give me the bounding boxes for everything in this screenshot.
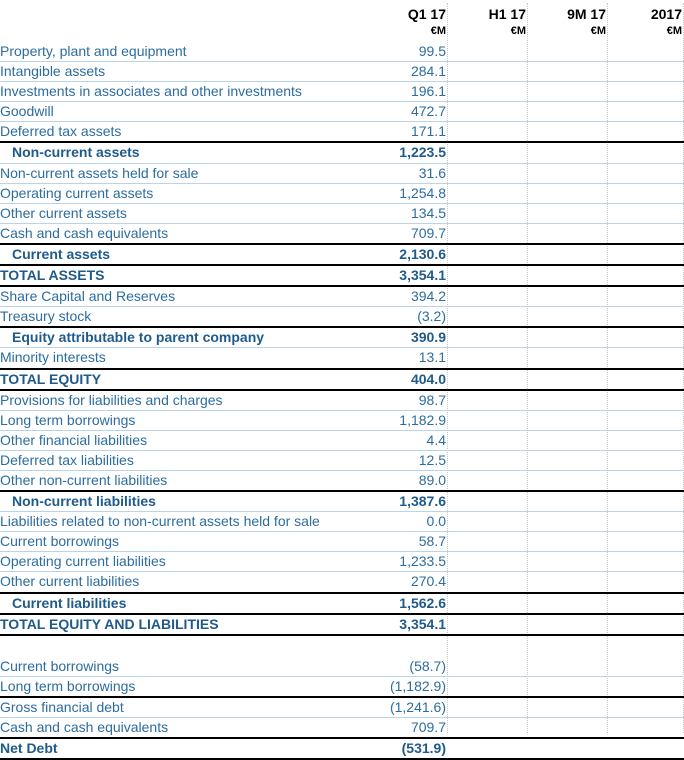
table-row bbox=[0, 512, 684, 532]
row-value-q1: 196.1 bbox=[410, 83, 446, 100]
row-value-q1: (1,241.6) bbox=[389, 698, 446, 715]
subtotal-row bbox=[0, 245, 684, 266]
subtotal-row bbox=[0, 143, 684, 163]
row-value-q1: 1,223.5 bbox=[399, 144, 446, 161]
row-value-q1: 134.5 bbox=[410, 204, 446, 221]
row-label: Operating current liabilities bbox=[0, 553, 166, 570]
row-value-q1: (3.2) bbox=[417, 308, 446, 325]
row-label: Net Debt bbox=[0, 740, 58, 757]
subtotal-row bbox=[0, 328, 684, 348]
row-value-q1: (531.9) bbox=[401, 740, 446, 757]
row-label: Equity attributable to parent company bbox=[12, 329, 265, 346]
row-value-q1: 0.0 bbox=[426, 513, 446, 530]
table-row bbox=[0, 307, 684, 328]
row-label: Current borrowings bbox=[0, 533, 120, 550]
row-label: Property, plant and equipment bbox=[0, 43, 187, 59]
row-label: Liabilities related to non-current assets held for sale bbox=[0, 513, 320, 530]
row-label: TOTAL EQUITY AND LIABILITIES bbox=[0, 615, 219, 632]
row-label: Provisions for liabilities and charges bbox=[0, 391, 223, 408]
row-value-q1: 1,562.6 bbox=[399, 594, 446, 611]
column-header-h1 bbox=[466, 5, 526, 41]
row-value-q1: 1,182.9 bbox=[399, 411, 446, 428]
row-label: Current assets bbox=[12, 245, 111, 262]
row-value-q1: 13.1 bbox=[418, 349, 446, 366]
row-label: Long term borrowings bbox=[0, 411, 136, 428]
column-unit: €M bbox=[590, 25, 606, 37]
row-label: Share Capital and Reserves bbox=[0, 288, 176, 305]
row-value-q1: 1,254.8 bbox=[399, 184, 446, 201]
column-period: 2017 bbox=[650, 6, 682, 22]
row-value-q1: 1,233.5 bbox=[399, 553, 446, 570]
column-unit: €M bbox=[430, 25, 446, 37]
table-row bbox=[0, 572, 684, 593]
row-value-q1: 472.7 bbox=[410, 103, 446, 120]
row-label: Deferred tax assets bbox=[0, 123, 122, 140]
subtotal-row bbox=[0, 594, 684, 615]
total-row bbox=[0, 615, 684, 636]
row-label: Intangible assets bbox=[0, 63, 106, 80]
row-value-q1: 709.7 bbox=[410, 224, 446, 241]
table-row bbox=[0, 532, 684, 552]
row-label: Operating current assets bbox=[0, 184, 154, 201]
table-body bbox=[0, 42, 684, 760]
table-row bbox=[0, 677, 684, 698]
table-row bbox=[0, 698, 684, 718]
row-value-q1: 171.1 bbox=[410, 123, 446, 140]
row-label: Goodwill bbox=[0, 103, 54, 120]
table-row bbox=[0, 471, 684, 492]
row-value-q1: 2,130.6 bbox=[399, 245, 446, 262]
column-period: Q1 17 bbox=[407, 6, 446, 22]
row-label: TOTAL ASSETS bbox=[0, 267, 105, 284]
row-label: Other non-current liabilities bbox=[0, 471, 168, 488]
row-value-q1: 390.9 bbox=[410, 329, 446, 346]
table-row bbox=[0, 184, 684, 204]
subtotal-row bbox=[0, 492, 684, 512]
column-unit: €M bbox=[666, 25, 682, 37]
row-label: Current liabilities bbox=[12, 594, 127, 611]
table-row bbox=[0, 164, 684, 184]
table-row bbox=[0, 718, 684, 739]
row-value-q1: 89.0 bbox=[418, 471, 446, 488]
table-row bbox=[0, 451, 684, 471]
row-label: Long term borrowings bbox=[0, 677, 136, 694]
table-row bbox=[0, 122, 684, 143]
table-row bbox=[0, 224, 684, 245]
section-spacer bbox=[0, 636, 684, 657]
table-row bbox=[0, 42, 684, 62]
row-value-q1: 709.7 bbox=[410, 719, 446, 735]
row-value-q1: 404.0 bbox=[410, 370, 446, 387]
row-value-q1: 394.2 bbox=[410, 288, 446, 305]
table-row bbox=[0, 204, 684, 224]
row-label: Non-current liabilities bbox=[12, 493, 156, 510]
row-value-q1: 270.4 bbox=[410, 573, 446, 590]
row-value-q1: 31.6 bbox=[418, 164, 446, 181]
total-row bbox=[0, 739, 684, 760]
total-row bbox=[0, 266, 684, 287]
row-label: Non-current assets bbox=[12, 144, 140, 161]
row-label: Deferred tax liabilities bbox=[0, 451, 134, 468]
row-value-q1: (1,182.9) bbox=[389, 677, 446, 694]
row-label: Other current assets bbox=[0, 204, 127, 221]
table-row bbox=[0, 552, 684, 572]
row-label: Gross financial debt bbox=[0, 698, 124, 715]
row-value-q1: 99.5 bbox=[418, 43, 446, 59]
row-label: Other current liabilities bbox=[0, 573, 140, 590]
column-header-2017 bbox=[620, 5, 682, 41]
row-value-q1: 284.1 bbox=[410, 63, 446, 80]
row-label: Current borrowings bbox=[0, 657, 120, 674]
table-row bbox=[0, 82, 684, 102]
table-row bbox=[0, 287, 684, 307]
row-value-q1: (58.7) bbox=[409, 657, 446, 674]
row-label: TOTAL EQUITY bbox=[0, 370, 102, 387]
row-label: Minority interests bbox=[0, 349, 106, 366]
table-row bbox=[0, 411, 684, 431]
row-label: Cash and cash equivalents bbox=[0, 719, 169, 735]
table-row bbox=[0, 348, 684, 369]
row-value-q1: 1,387.6 bbox=[399, 493, 446, 510]
table-row bbox=[0, 391, 684, 411]
row-label: Other financial liabilities bbox=[0, 431, 148, 448]
row-value-q1: 12.5 bbox=[418, 451, 446, 468]
column-header-q1 bbox=[386, 5, 446, 41]
table-row bbox=[0, 657, 684, 677]
total-row bbox=[0, 370, 684, 391]
row-value-q1: 3,354.1 bbox=[399, 267, 446, 284]
row-value-q1: 4.4 bbox=[426, 431, 446, 448]
row-value-q1: 3,354.1 bbox=[399, 615, 446, 632]
column-period: 9M 17 bbox=[567, 6, 606, 22]
row-label: Non-current assets held for sale bbox=[0, 164, 199, 181]
column-period: H1 17 bbox=[488, 6, 526, 22]
column-unit: €M bbox=[510, 25, 526, 37]
table-row bbox=[0, 102, 684, 122]
table-row bbox=[0, 431, 684, 451]
table-row bbox=[0, 62, 684, 82]
row-value-q1: 58.7 bbox=[418, 533, 446, 550]
row-value-q1: 98.7 bbox=[418, 391, 446, 408]
row-label: Investments in associates and other investments bbox=[0, 83, 302, 100]
row-label: Treasury stock bbox=[0, 308, 92, 325]
row-label: Cash and cash equivalents bbox=[0, 224, 169, 241]
column-header-9m bbox=[546, 5, 606, 41]
